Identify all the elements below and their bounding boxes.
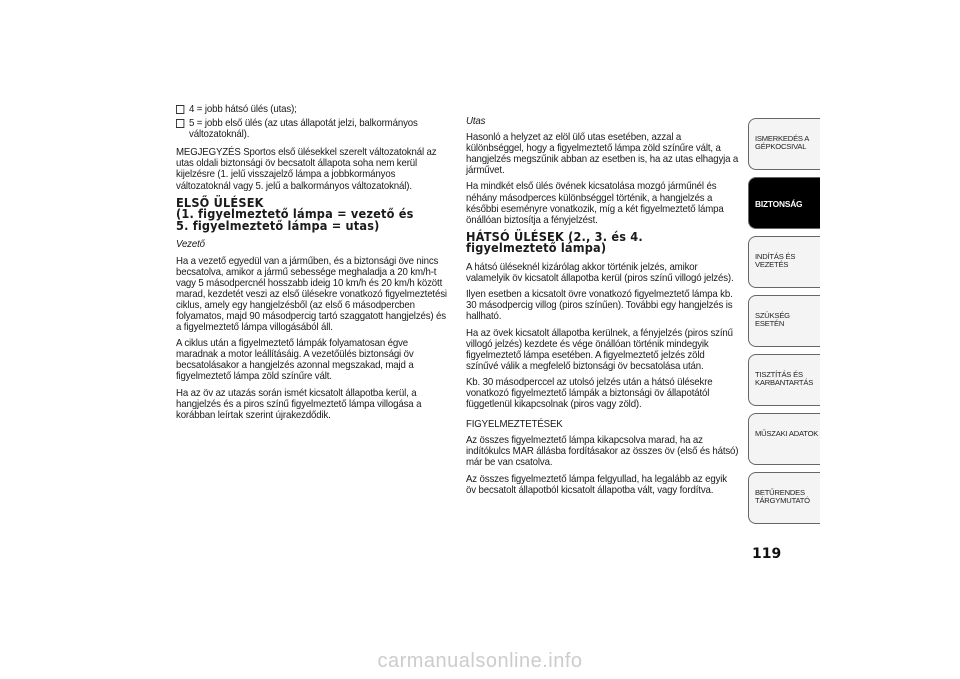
chapter-tabs xyxy=(748,118,820,531)
checkbox-bullet-icon xyxy=(176,119,184,128)
list-item-continuation: változatoknál). xyxy=(189,129,250,141)
warning-title: FIGYELMEZTETÉSEK xyxy=(466,419,563,431)
tab-tisztitas-es-karbantartas[interactable]: TISZTÍTÁS ÉS KARBANTARTÁS xyxy=(748,354,820,406)
note-paragraph: MEGJEGYZÉS Sportos első ülésekkel szerelt változatoknál az utas oldali biztonsági öv becsatolt állapota soha nem kerül kijelzésre (1. jelű visszajelző lámpa a jobbkormányos változatoknál vagy 5. jelű a balkormányos változatoknál). xyxy=(176,147,437,192)
left-column xyxy=(176,104,448,426)
watermark: carmanualsonline.info xyxy=(377,650,583,672)
paragraph: Kb. 30 másodperccel az utolsó jelzés után a hátsó ülésekre vonatkozó figyelmeztető lámpák a biztonsági öv állapotától függetlenül kikapcsolnak (piros vagy zöld). xyxy=(466,376,713,411)
list-item: 4 = jobb hátsó ülés (utas); xyxy=(176,104,448,115)
paragraph: Ha az övek kicsatolt állapotba kerülnek, a fényjelzés (piros színű villogó jelzés) kezdete és vége önállóan történik mindegyik figyelmeztető lámpa esetében. A figyelmeztető jelzés zöld színűvé válik a megfelelő biztonsági öv becsatolása után. xyxy=(466,327,733,372)
tab-beturendes-targymutato[interactable]: BETŰRENDES TÁRGYMUTATÓ xyxy=(748,472,820,524)
paragraph: Ha a vezető egyedül van a járműben, és a biztonsági öve nincs becsatolva, amikor a jármű sebessége meghaladja a 20 km/h-t vagy 5 másodpercnél hosszabb ideig 10 km/h és 20 km/h között marad, kezdetét veszi az első ülésekre vonatkozó figyelmeztetési ciklus, amely egy hangjelzésből (az első 6 másodpercben folyamatos, majd 90 másodpercig tartó szaggatott hangjelzés) és a figyelmeztető lámpa villogásából áll. xyxy=(176,255,447,334)
tab-szukseg-eseten[interactable]: SZÜKSÉG ESETÉN xyxy=(748,295,820,347)
section-heading-front-seats: ELSŐ ÜLÉSEK (1. figyelmeztető lámpa = vezető és 5. figyelmeztető lámpa = utas) xyxy=(176,195,414,233)
checkbox-bullet-icon xyxy=(176,105,184,114)
paragraph: Ilyen esetben a kicsatolt övre vonatkozó figyelmeztető lámpa kb. 30 másodpercig villog (piros színűen). További egy hangjelzés is hallható. xyxy=(466,289,733,323)
subheading-driver: Vezető xyxy=(176,239,205,251)
paragraph: Ha az öv az utazás során ismét kicsatolt állapotba kerül, a hangjelzés és a piros színű figyelmeztető lámpa villogása a korábban leírtak szerint újrakezdődik. xyxy=(176,387,422,421)
tab-inditas-es-vezetes[interactable]: INDÍTÁS ÉS VEZETÉS xyxy=(748,236,820,288)
paragraph: Az összes figyelmeztető lámpa kikapcsolva marad, ha az indítókulcs MAR állásba fordításakor az összes öv (első és hátsó) már be van csatolva. xyxy=(466,435,739,469)
section-heading-rear-seats: HÁTSÓ ÜLÉSEK (2., 3. és 4. figyelmeztető lámpa) xyxy=(466,229,643,256)
tab-ismerkedes[interactable]: ISMERKEDÉS A GÉPKOCSIVAL xyxy=(748,118,820,170)
subheading-passenger: Utas xyxy=(466,116,486,127)
paragraph: Ha mindkét első ülés övének kicsatolása mozgó járműnél és néhány másodperces különbséggel történik, a hangjelzés a későbbi eseményre vonatkozik, míg a két figyelmeztető lámpa önállóan biztosítja a fényjelzést. xyxy=(466,181,724,226)
paragraph: Az összes figyelmeztető lámpa felgyullad, ha legalább az egyik öv becsatolt állapotból kicsatolt állapotba vált, vagy fordítva. xyxy=(466,473,728,496)
right-column xyxy=(466,116,738,501)
paragraph: A hátsó üléseknél kizárólag akkor történik jelzés, amikor valamelyik öv kicsatolt állapotba kerül (piros színű villogó jelzés). xyxy=(466,262,734,285)
tab-biztonsag[interactable]: BIZTONSÁG xyxy=(748,177,820,229)
list-item: 5 = jobb első ülés (az utas állapotát jelzi, balkormányos xyxy=(176,118,448,129)
paragraph: A ciklus után a figyelmeztető lámpák folyamatosan égve maradnak a motor leállításáig. A vezetőülés biztonsági öv becsatolásakor a hangjelzés azonnal megszakad, majd a figyelmeztető lámpa zöld színűre vált. xyxy=(176,338,414,383)
paragraph: Hasonló a helyzet az elöl ülő utas esetében, azzal a különbséggel, hogy a figyelmeztető lámpa zöld színűre vált, a hangjelzés megszűnik abban az esetben is, ha az utas elhagyja a járművet. xyxy=(466,132,739,177)
page-number: 119 xyxy=(752,546,782,562)
tab-muszaki-adatok[interactable]: MŰSZAKI ADATOK xyxy=(748,413,820,465)
